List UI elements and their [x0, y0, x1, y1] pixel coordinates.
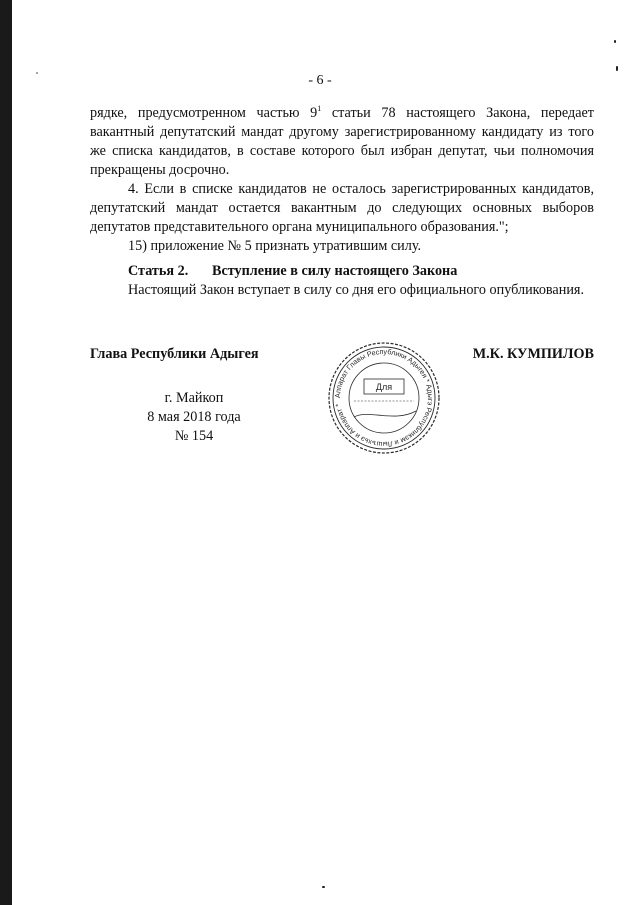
- scan-mark: [322, 886, 325, 888]
- seal-center-text: Для: [375, 382, 393, 392]
- paragraph-item-4: 4. Если в списке кандидатов не осталось зарегистрированных кандидатов, депутатский мандат остается вакантным до следующих основных выборов депутатов представительного органа муниципального образования.";: [90, 181, 594, 235]
- signatory-name: М.К. КУМПИЛОВ: [472, 346, 594, 362]
- article-heading: [90, 262, 594, 281]
- paragraph-text: рядке, предусмотренном частью 9: [90, 105, 318, 121]
- page-number: - 6 -: [308, 73, 332, 88]
- seal-ring-text: Аппарат Главы Республики Адыгея * Адыгэ Республикэм и Лышъхьэ и Аппарат *: [332, 346, 436, 450]
- paragraph-item-15: 15) приложение № 5 признать утратившим силу.: [128, 238, 422, 254]
- paragraph-continuation: [90, 104, 594, 180]
- city: г. Майкоп: [164, 390, 224, 406]
- law-number: № 154: [174, 428, 214, 444]
- article-text: Настоящий Закон вступает в силу со дня его официального опубликования.: [128, 282, 584, 298]
- scan-mark: [36, 72, 38, 74]
- superscript: 1: [317, 104, 322, 113]
- place-and-date: [124, 389, 264, 446]
- scan-mark: [616, 66, 618, 71]
- paragraph-text: статьи 78 настоящего Закона, передает вакантный депутатский мандат другому зарегистрированному кандидату из того же списка кандидатов, в составе которого был избран депутат, чьи полномочия прекращены досрочно.: [90, 105, 594, 178]
- article-title: Вступление в силу настоящего Закона: [212, 263, 458, 279]
- signatory-title: Глава Республики Адыгея: [90, 346, 259, 362]
- svg-text:Аппарат Главы Республики Адыге: [333, 347, 435, 449]
- seal-graphic: [324, 339, 444, 457]
- article-2: [90, 262, 594, 300]
- article-number: Статья 2.: [128, 263, 189, 279]
- date: 8 мая 2018 года: [147, 409, 241, 425]
- scan-mark: [614, 40, 616, 43]
- official-seal: [324, 339, 444, 457]
- scan-edge: [0, 0, 12, 905]
- document-body: [90, 104, 594, 256]
